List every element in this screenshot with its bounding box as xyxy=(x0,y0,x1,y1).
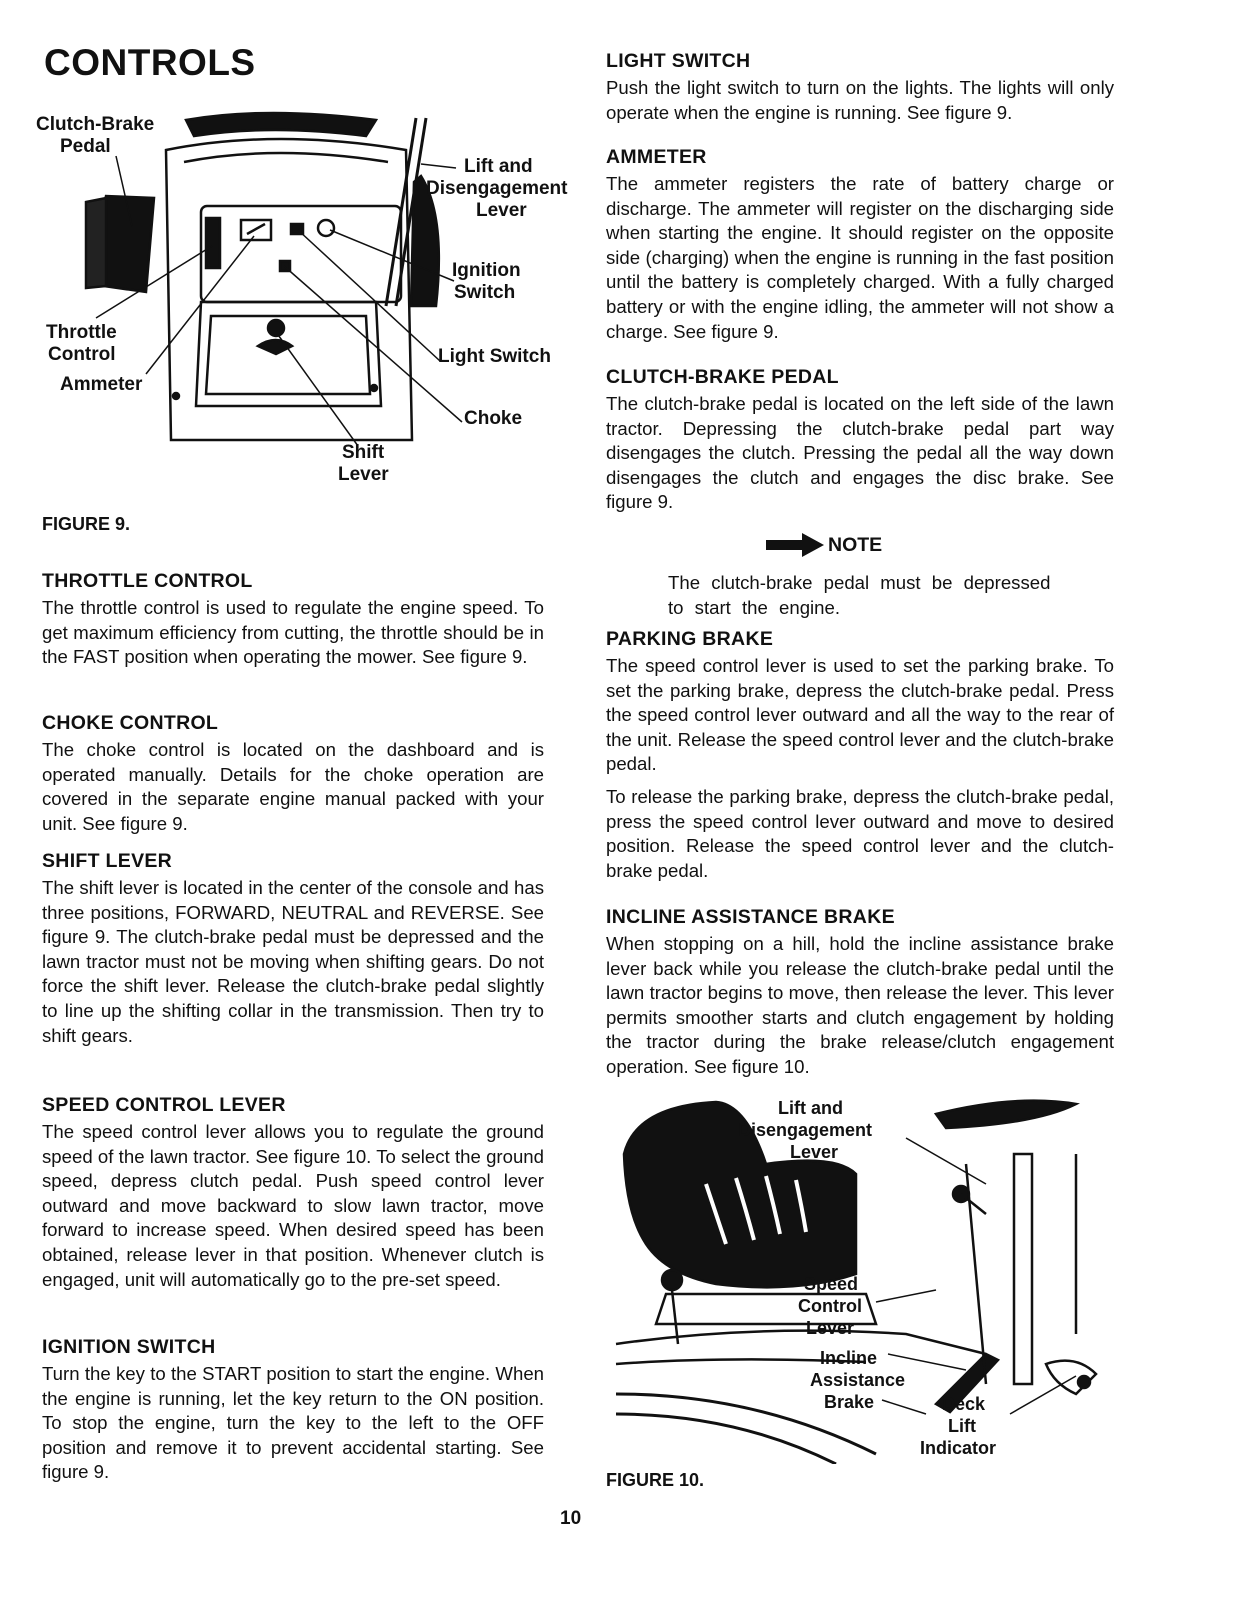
fig9-label-throttle-1: Throttle xyxy=(46,322,117,343)
section-speed-control-lever xyxy=(42,1094,544,1292)
fig9-label-clutch-1: Clutch-Brake xyxy=(36,114,155,135)
fig10-label-lift-1: Lift and xyxy=(778,1098,843,1118)
figure-9-caption: FIGURE 9. xyxy=(42,514,131,534)
fig9-label-throttle-2: Control xyxy=(48,344,116,365)
arrow-right-icon xyxy=(766,533,824,557)
section-shift-lever xyxy=(42,850,544,1048)
text-light-switch: Push the light switch to turn on the lights. The lights will only operate when the engine is running. See figure 9. xyxy=(606,77,1114,123)
heading-ammeter: AMMETER xyxy=(606,146,707,168)
section-ammeter xyxy=(606,146,1114,344)
fig10-label-deck-1: Deck xyxy=(942,1394,986,1414)
fig9-label-ignition-1: Ignition xyxy=(452,260,521,281)
note-callout xyxy=(766,533,882,557)
text-choke-control: The choke control is located on the dashboard and is operated manually. Details for the choke operation are covered in the separate engine manual packed with your unit. See figure 9. xyxy=(42,739,544,834)
fig9-label-choke: Choke xyxy=(464,408,523,429)
fig10-label-incline-2: Assistance xyxy=(810,1370,906,1390)
text-incline-assistance-brake: When stopping on a hill, hold the incline assistance brake lever back while you release the clutch-brake pedal until the lawn tractor begins to move, then release the lever. This lever permits smoother starts and clutch engagement by holding the tractor during the brake release/clutch engagement operation. See figure 10. xyxy=(606,933,1114,1077)
note-label: NOTE xyxy=(828,533,883,556)
section-clutch-brake-pedal xyxy=(606,366,1114,515)
page-number: 10 xyxy=(560,1508,582,1529)
text-clutch-brake-pedal: The clutch-brake pedal is located on the left side of the lawn tractor. Depressing the clutch-brake pedal part way disengages the clutch. Pressing the pedal all the way down disengages the clutch and engages the disc brake. See figure 9. xyxy=(606,393,1114,513)
figure-10-illustration xyxy=(606,1094,1118,1464)
text-throttle-control: The throttle control is used to regulate the engine speed. To get maximum efficiency from cutting, the throttle should be in the FAST position when operating the mower. See figure 9. xyxy=(42,597,544,668)
fig9-label-shift-2: Lever xyxy=(338,464,389,485)
figure-10-caption: FIGURE 10. xyxy=(606,1470,705,1490)
heading-choke-control: CHOKE CONTROL xyxy=(42,712,219,734)
fig9-label-lift-2: Disengagement xyxy=(426,178,568,199)
text-parking-brake-2: To release the parking brake, depress the clutch-brake pedal, press the speed control lever outward and move to desired position. Release the speed control lever and the clutch-brake pedal. xyxy=(606,785,1114,881)
section-incline-assistance-brake xyxy=(606,906,1114,1080)
fig10-label-speed-3: Lever xyxy=(806,1318,855,1338)
fig9-label-lift-3: Lever xyxy=(476,200,527,221)
section-choke-control xyxy=(42,712,544,836)
heading-speed-control-lever: SPEED CONTROL LEVER xyxy=(42,1094,286,1116)
fig9-label-ammeter: Ammeter xyxy=(60,374,143,395)
fig10-label-speed-1: Speed xyxy=(804,1274,859,1294)
fig10-label-deck-3: Indicator xyxy=(920,1438,997,1458)
text-ammeter: The ammeter registers the rate of battery charge or discharge. The ammeter will register on the discharging side when starting the engine. It should register on the opposite side (charging) when the engine is running in the fast position until the battery is completely charged. With a fully charged battery or with the engine idling, the ammeter will not show a charge. See figure 9. xyxy=(606,173,1114,342)
section-throttle-control xyxy=(42,570,544,670)
fig10-label-lift-2: Disengagement xyxy=(738,1120,873,1140)
fig10-label-speed-2: Control xyxy=(798,1296,862,1316)
text-speed-control-lever: The speed control lever allows you to regulate the ground speed of the lawn tractor. See figure 10. To select the ground speed, depress clutch pedal. Push speed control lever outward and move backward to slow lawn tractor, move forward to increase speed. When desired speed has been obtained, release lever in that position. Whenever clutch is engaged, unit will automatically go to the pre-set speed. xyxy=(42,1121,544,1290)
figure-9-illustration xyxy=(36,106,586,496)
fig9-label-shift-1: Shift xyxy=(342,442,385,463)
fig9-label-clutch-2: Pedal xyxy=(60,136,111,157)
fig9-label-lift-1: Lift and xyxy=(464,156,533,177)
section-light-switch xyxy=(606,50,1114,125)
section-parking-brake xyxy=(606,628,1114,883)
heading-incline-assistance-brake: INCLINE ASSISTANCE BRAKE xyxy=(606,906,895,928)
heading-throttle-control: THROTTLE CONTROL xyxy=(42,570,253,592)
heading-parking-brake: PARKING BRAKE xyxy=(606,628,774,650)
page-title: CONTROLS xyxy=(44,42,256,83)
section-ignition-switch xyxy=(42,1336,544,1485)
fig9-label-light-switch: Light Switch xyxy=(438,346,551,367)
text-parking-brake-1: The speed control lever is used to set the parking brake. To set the parking brake, depress the clutch-brake pedal. Press the speed control lever outward and all the way to the rear of the unit. Release the speed control lever and the clutch-brake pedal. xyxy=(606,655,1114,775)
heading-clutch-brake-pedal: CLUTCH-BRAKE PEDAL xyxy=(606,366,839,388)
text-ignition-switch: Turn the key to the START position to start the engine. When the engine is running, let the key return to the ON position. To stop the engine, turn the key to the left to the OFF position and remove it to prevent accidental starting. See figure 9. xyxy=(42,1363,544,1483)
fig10-label-lift-3: Lever xyxy=(790,1142,839,1162)
fig10-label-incline-3: Brake xyxy=(824,1392,875,1412)
heading-light-switch: LIGHT SWITCH xyxy=(606,50,751,72)
text-shift-lever: The shift lever is located in the center of the console and has three positions, FORWARD, NEUTRAL and REVERSE. See figure 9. The clutch-brake pedal must be depressed and the lawn tractor must not be moving when shifting gears. Do not force the shift lever. Release the clutch-brake pedal slightly to line up the shifting collar in the transmission. Then try to shift gears. xyxy=(42,877,544,1046)
heading-shift-lever: SHIFT LEVER xyxy=(42,850,173,872)
fig10-label-deck-2: Lift xyxy=(948,1416,976,1436)
note-text: The clutch-brake pedal must be depressed to start the engine. xyxy=(668,572,1051,618)
fig10-label-incline-1: Incline xyxy=(820,1348,878,1368)
fig9-label-ignition-2: Switch xyxy=(454,282,516,303)
heading-ignition-switch: IGNITION SWITCH xyxy=(42,1336,216,1358)
